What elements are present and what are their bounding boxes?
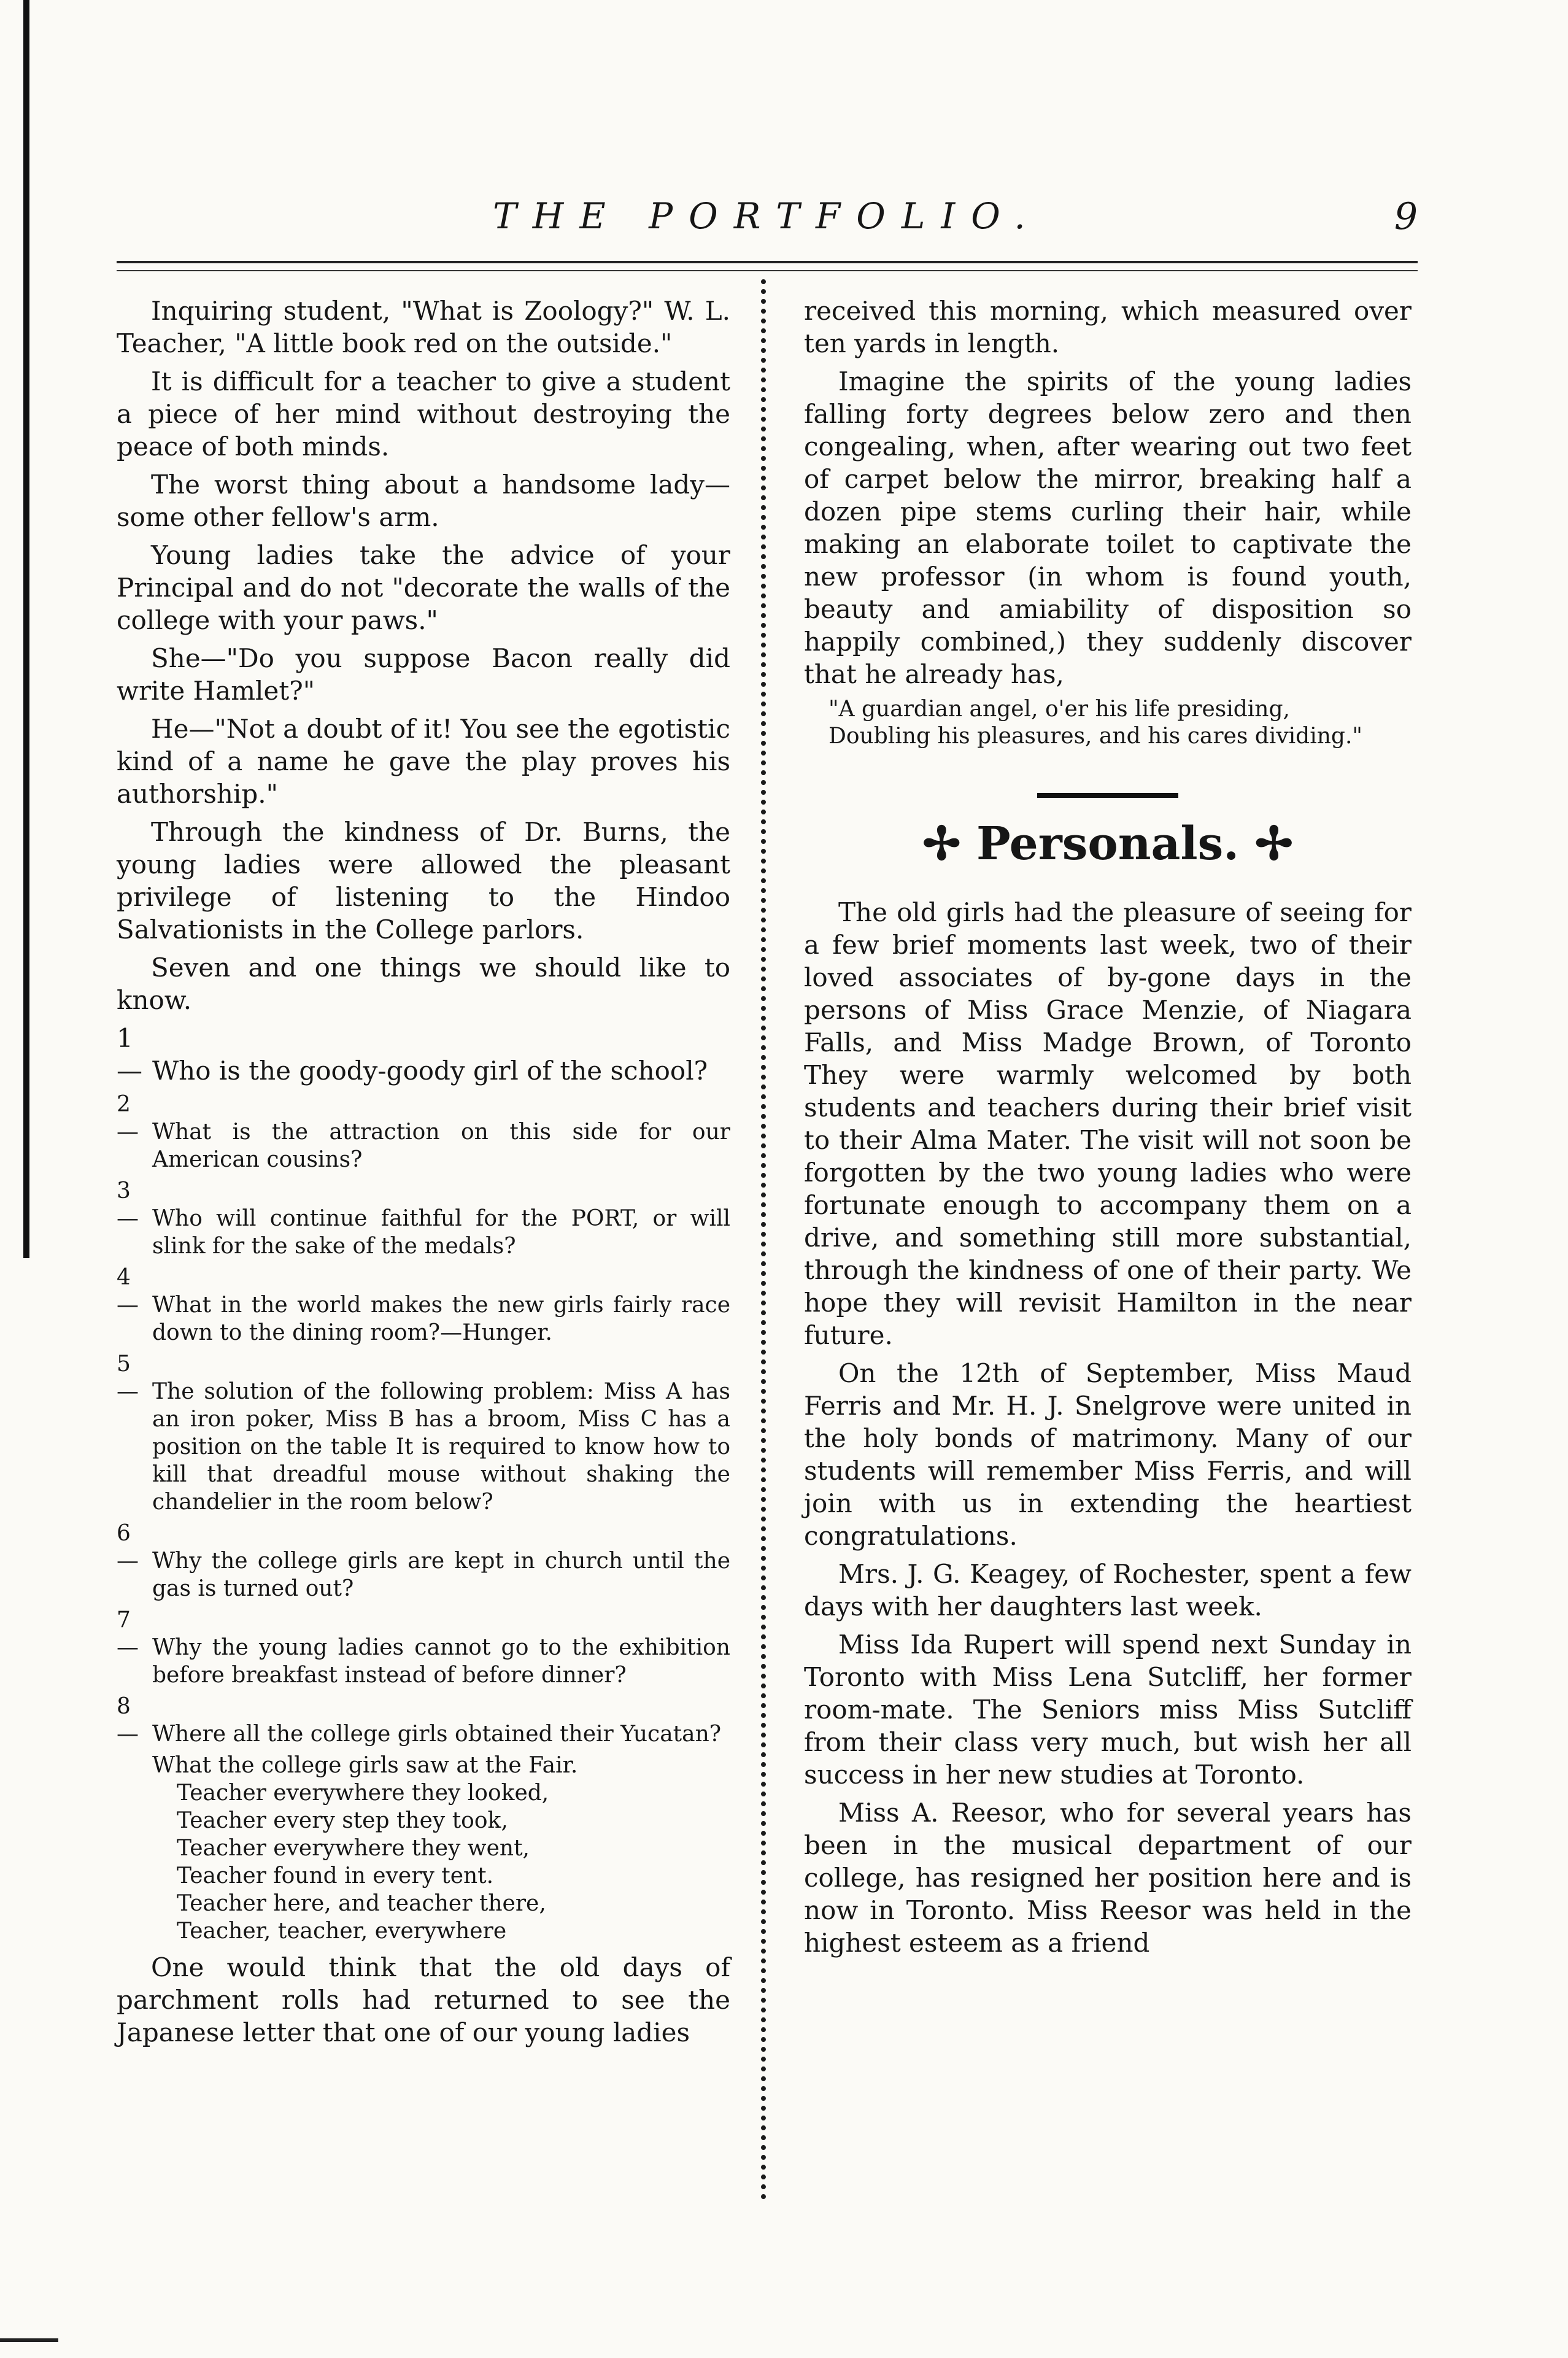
column-divider [761, 279, 766, 2200]
paragraph: She—"Do you suppose Bacon really did write Hamlet?" [117, 643, 730, 706]
paragraph: Mrs. J. G. Keagey, of Rochester, spent a few days with her daughters last week. [804, 1559, 1412, 1622]
question-text: What is the attraction on this side for our American cousins? [152, 1119, 730, 1172]
question-item [117, 1022, 730, 1087]
paragraph: Seven and one things we should like to know. [117, 953, 730, 1015]
paragraph: It is difficult for a teacher to give a student a piece of her mind without destroying the peace of both minds. [117, 366, 730, 462]
question-item [117, 1693, 730, 1748]
right-column [804, 295, 1412, 1965]
question-number: 8— [117, 1694, 139, 1747]
quote-line: "A guardian angel, o'er his life presiding, [828, 697, 1290, 722]
verse-line: Teacher everywhere they looked, [177, 1780, 549, 1806]
page-number: 9 [1394, 195, 1418, 238]
verse [117, 1752, 730, 1945]
question-text: Where all the college girls obtained their Yucatan? [152, 1722, 722, 1747]
question-item [117, 1177, 730, 1260]
ornament-icon: ✢ [1254, 818, 1293, 870]
question-item [117, 1264, 730, 1347]
question-text: Why the college girls are kept in church until the gas is turned out? [152, 1548, 730, 1601]
paragraph-continued: received this morning, which measured over ten yards in length. [804, 296, 1412, 358]
corner-mark [0, 2338, 58, 2342]
question-number: 5— [117, 1351, 139, 1404]
verse-line: Teacher everywhere they went, [177, 1836, 530, 1861]
header-rule [117, 261, 1418, 263]
paragraph: Imagine the spirits of the young ladies falling forty degrees below zero and then congealing, when, after wearing out two feet of carpet below the mirror, breaking half a dozen pipe stems curling their hair, while making an elaborate toilet to captivate the new professor (in whom is found youth, beauty and amiability of disposition so happily combined,) they suddenly discover that he already has, [804, 366, 1412, 689]
verse-line: Teacher found in every tent. [177, 1863, 494, 1888]
paragraph: Through the kindness of Dr. Burns, the young ladies were allowed the pleasant privilege of listening to the Hindoo Salvationists in the College parlors. [117, 817, 730, 945]
paragraph: The old girls had the pleasure of seeing for a few brief moments last week, two of their loved associates of by-gone days in the persons of Miss Grace Menzie, of Niagara Falls, and Miss Madge Brown, of Toronto They were warmly welcomed by both students and teachers during their brief visit to their Alma Mater. The visit will not soon be forgotten by the two young ladies who were fortunate enough to accompany them on a drive, and something still more substantial, through the kindness of one of their party. We hope they will revisit Hamilton in the near future. [804, 897, 1412, 1350]
section-heading [804, 816, 1412, 872]
paragraph: Miss A. Reesor, who for several years has been in the musical department of our college, has resigned her position here and is now in Toronto. Miss Reesor was held in the highest esteem as a friend [804, 1798, 1412, 1958]
header-rule-thin [117, 270, 1418, 271]
quotation [804, 696, 1412, 750]
question-number: 3— [117, 1178, 139, 1231]
paragraph: Inquiring student, "What is Zoology?" W. L. Teacher, "A little book red on the outside." [117, 296, 730, 358]
question-text: The solution of the following problem: Miss A has an iron poker, Miss B has a broom, Miss C has a position on the table It is required to know how to kill that dreadful mouse without shaking the chandelier in the room below? [152, 1379, 730, 1515]
question-text: Who is the goody-goody girl of the school? [152, 1056, 708, 1086]
question-text: What in the world makes the new girls fairly race down to the dining room?—Hunger. [152, 1293, 730, 1345]
left-column [117, 295, 730, 2054]
verse-line: Teacher every step they took, [177, 1808, 508, 1833]
paragraph: The worst thing about a handsome lady—some other fellow's arm. [117, 470, 730, 532]
paragraph: Miss Ida Rupert will spend next Sunday in Toronto with Miss Lena Sutcliff, her former room-mate. The Seniors miss Miss Sutcliff from their class very much, but wish her all success in her new studies at Toronto. [804, 1629, 1412, 1790]
question-item [117, 1350, 730, 1516]
question-item [117, 1091, 730, 1173]
question-text: Who will continue faithful for the PORT, or will slink for the sake of the medals? [152, 1206, 730, 1259]
question-number: 4— [117, 1265, 139, 1318]
verse-line: Teacher here, and teacher there, [177, 1891, 546, 1916]
quote-line: Doubling his pleasures, and his cares dividing." [828, 724, 1362, 749]
question-item [117, 1520, 730, 1602]
question-number: 2— [117, 1092, 139, 1145]
verse-line: Teacher, teacher, everywhere [177, 1919, 507, 1944]
section-title: Personals. [976, 818, 1240, 870]
paragraph: Young ladies take the advice of your Principal and do not "decorate the walls of the college with your paws." [117, 540, 730, 635]
ornament-icon: ✢ [922, 818, 961, 870]
verse-line: What the college girls saw at the Fair. [152, 1753, 578, 1778]
section-rule [1037, 793, 1178, 798]
question-item [117, 1606, 730, 1689]
page-edge-bar [23, 0, 29, 1258]
journal-title: THE PORTFOLIO. [493, 195, 1041, 237]
paragraph: One would think that the old days of parchment rolls had returned to see the Japanese letter that one of our young ladies [117, 1952, 730, 2047]
running-header [117, 195, 1418, 244]
paragraph: On the 12th of September, Miss Maud Ferris and Mr. H. J. Snelgrove were united in the holy bonds of matrimony. Many of our students will remember Miss Ferris, and will join with us in extending the heartiest congratulations. [804, 1358, 1412, 1551]
question-number: 1— [117, 1023, 142, 1086]
question-text: Why the young ladies cannot go to the exhibition before breakfast instead of before dinner? [152, 1635, 730, 1688]
question-number: 6— [117, 1521, 139, 1574]
paragraph: He—"Not a doubt of it! You see the egotistic kind of a name he gave the play proves his authorship." [117, 714, 730, 809]
question-number: 7— [117, 1607, 139, 1660]
